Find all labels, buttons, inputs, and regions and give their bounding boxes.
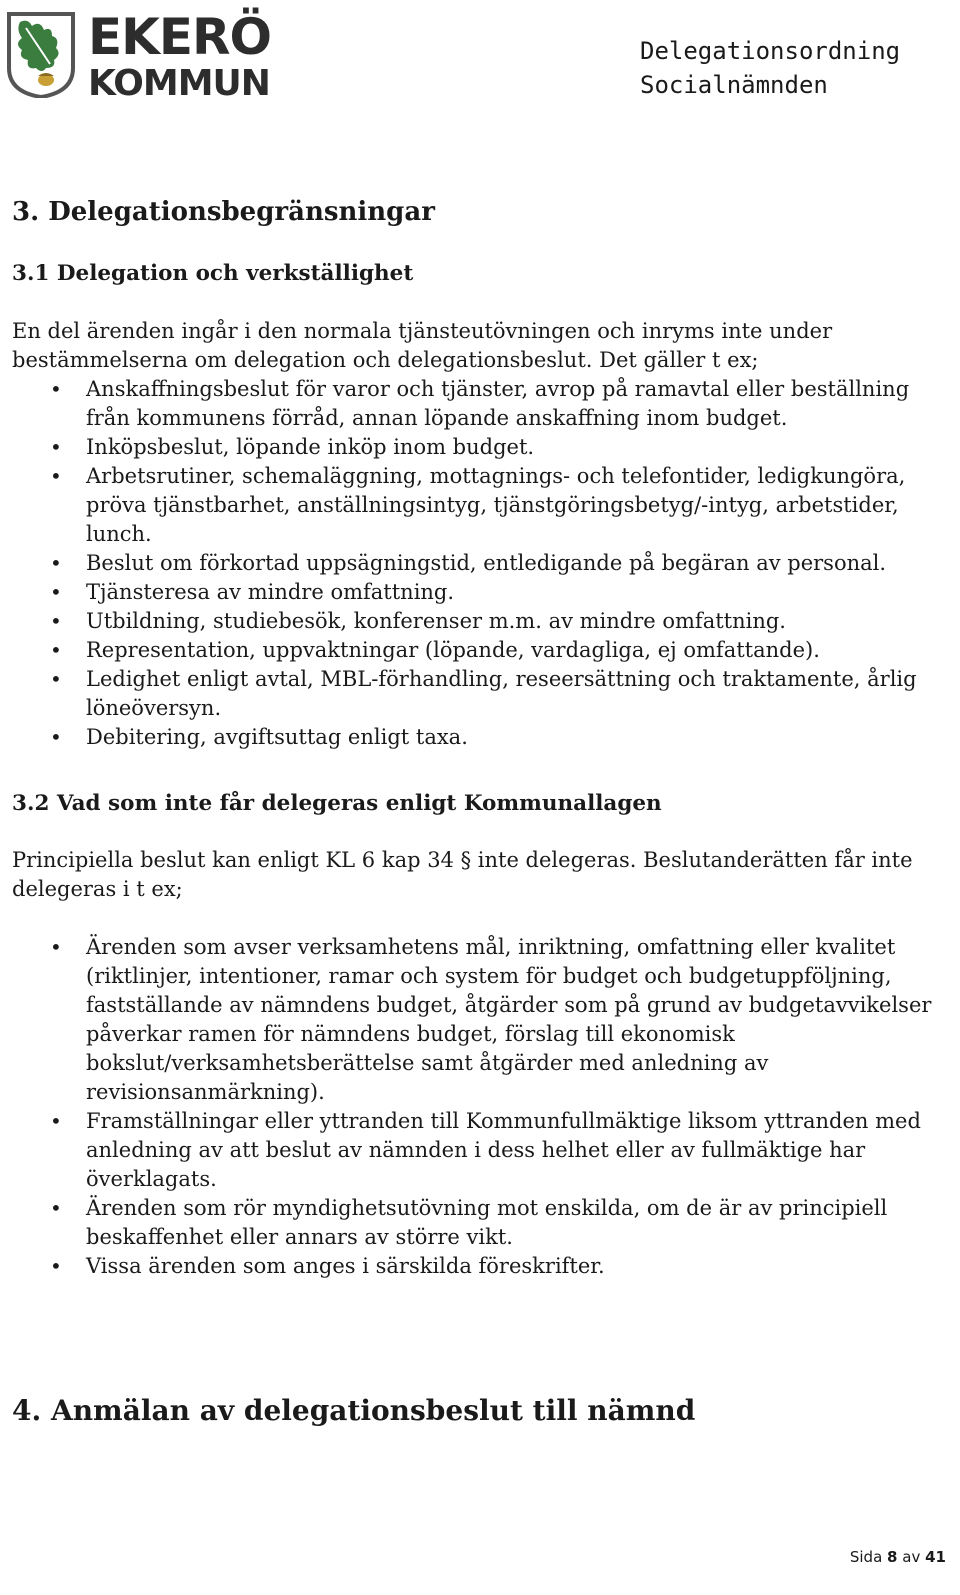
- section-3-2-intro: Principiella beslut kan enligt KL 6 kap 34 § inte delegeras. Beslutanderätten får inte delegeras i t ex;: [12, 848, 913, 901]
- logo-text-kommun: KOMMUN: [88, 63, 270, 104]
- section-3-1-list: [12, 375, 947, 752]
- logo-text-ekero: EKERÖ: [88, 8, 272, 66]
- page-number: [850, 1548, 946, 1566]
- logo: [6, 8, 272, 104]
- header-title-line2: Socialnämnden: [640, 71, 828, 99]
- list-item: • Arbetsrutiner, schemaläggning, mottagnings- och telefontider, ledigkungöra, pröva tjänstbarhet, anställningsintyg, tjänstgöringsbetyg/-intyg, arbetstider, lunch.: [12, 462, 947, 549]
- list-item: • Vissa ärenden som anges i särskilda föreskrifter.: [12, 1252, 947, 1281]
- list-item: • Debitering, avgiftsuttag enligt taxa.: [12, 723, 947, 752]
- section-3-2-list: [12, 933, 947, 1281]
- section-3-1-intro: En del ärenden ingår i den normala tjänsteutövningen och inryms inte under bestämmelserna om delegation och delegationsbeslut. Det gäller t ex;: [12, 319, 833, 372]
- page-of: av: [902, 1548, 921, 1566]
- section-3-heading: 3. Delegationsbegränsningar: [12, 197, 435, 227]
- list-item: • Ledighet enligt avtal, MBL-förhandling, reseersättning och traktamente, årlig löneöversyn.: [12, 665, 947, 723]
- section-3-1-heading: 3.1 Delegation och verkställighet: [12, 261, 414, 286]
- header-title-line1: Delegationsordning: [640, 37, 901, 65]
- page-prefix: Sida: [849, 1548, 883, 1566]
- list-item: • Ärenden som rör myndighetsutövning mot enskilda, om de är av principiell beskaffenhet eller annars av större vikt.: [12, 1194, 947, 1252]
- list-item: • Framställningar eller yttranden till Kommunfullmäktige liksom yttranden med anledning av att beslut av nämnden i dess helhet eller av fullmäktige har överklagats.: [12, 1107, 947, 1194]
- list-item: • Representation, uppvaktningar (löpande, vardagliga, ej omfattande).: [12, 636, 947, 665]
- total-pages: 41: [925, 1548, 946, 1566]
- list-item: • Tjänsteresa av mindre omfattning.: [12, 578, 947, 607]
- section-4-heading: 4. Anmälan av delegationsbeslut till nämnd: [12, 1394, 696, 1427]
- list-item: • Utbildning, studiebesök, konferenser m.m. av mindre omfattning.: [12, 607, 947, 636]
- current-page: 8: [887, 1548, 898, 1566]
- list-item: • Anskaffningsbeslut för varor och tjänster, avrop på ramavtal eller beställning från kommunens förråd, annan löpande anskaffning inom budget.: [12, 375, 947, 433]
- list-item: • Inköpsbeslut, löpande inköp inom budget.: [12, 433, 947, 462]
- section-3-2-heading: 3.2 Vad som inte får delegeras enligt Kommunallagen: [12, 791, 662, 816]
- oak-leaf-shield-icon: [6, 8, 76, 98]
- document-header-title: [640, 34, 900, 102]
- list-item: • Ärenden som avser verksamhetens mål, inriktning, omfattning eller kvalitet (riktlinjer, intentioner, ramar och system för budget och budgetuppföljning, fastställande av nämndens budget, åtgärder som på grund av budgetavvikelser påverkar ramen för nämndens budget, förslag till ekonomisk bokslut/verksamhetsberättelse samt åtgärder med anledning av revisionsanmärkning).: [12, 933, 947, 1107]
- list-item: • Beslut om förkortad uppsägningstid, entledigande på begäran av personal.: [12, 549, 947, 578]
